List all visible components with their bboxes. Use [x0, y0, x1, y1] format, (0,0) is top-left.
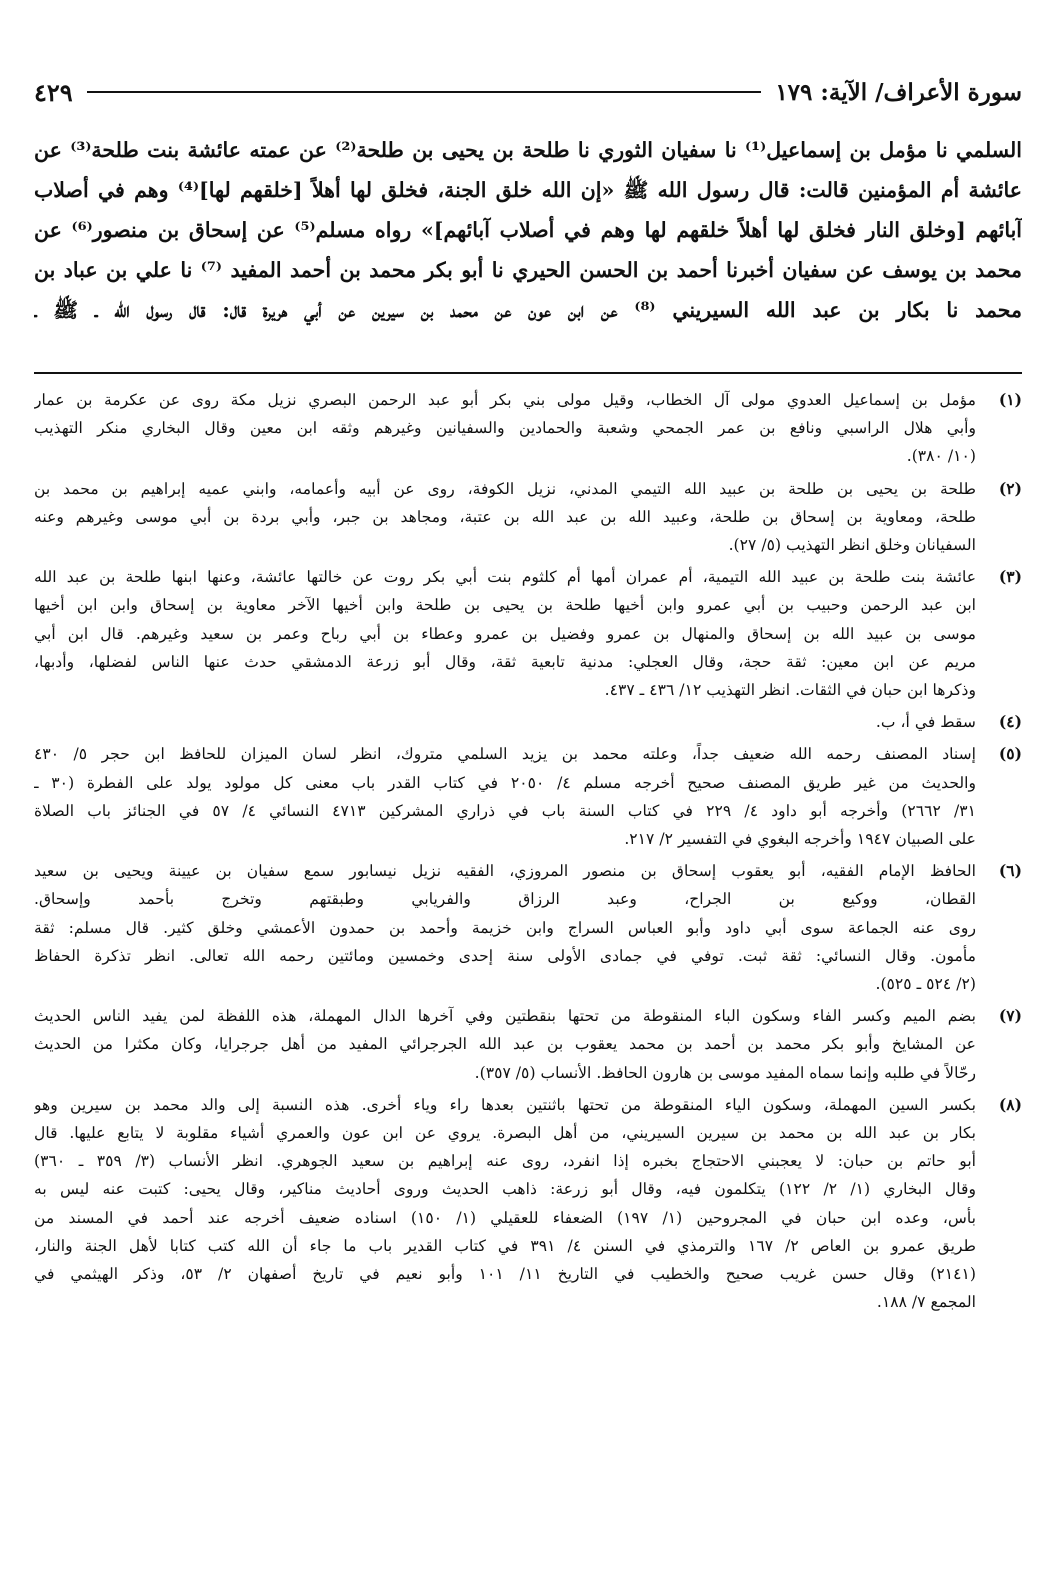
footnote-line: (٢١٤١) وقال حسن غريب صحيح والخطيب في التاريخ ١١/ ١٠١ وأبو نعيم في تاريخ أصفهان ٢/ ٥٣، وذكر الهيثمي في [34, 1265, 976, 1284]
footnote [34, 1002, 1022, 1087]
header-rule [87, 91, 762, 93]
main-text [34, 130, 1022, 330]
footnote-number: (١) [998, 390, 1022, 409]
footnote-line: وذكرها ابن حبان في الثقات. انظر التهذيب ١٢/ ٤٣٦ ـ ٤٣٧. [604, 681, 976, 700]
footnote-number: (٦) [998, 861, 1022, 881]
footnote [34, 475, 1022, 560]
footnote-line: وقال البخاري (١/ ٢/ ١٢٢) يتكلمون فيه، وقال أبو زرعة: ذاهب الحديث وروى أحاديث مناكير، وقال يحيى: كتبت عنه ليس به [34, 1180, 976, 1199]
footnote-line: سقط في أ، ب. [875, 713, 976, 732]
footnote-body [34, 1091, 976, 1317]
footnote-number: (٣) [998, 567, 1022, 587]
footnote-body [34, 475, 976, 560]
footnote-line: طلحة بن يحيى بن طلحة بن عبيد الله التيمي المدني، نزيل الكوفة، روى عن أبيه وأعمامه، وابني عميه إبراهيم بن محمد بن [34, 479, 976, 498]
main-text-line: السلمي نا مؤمل بن إسماعيل⁽¹⁾ نا سفيان الثوري نا طلحة بن يحيى بن طلحة⁽²⁾ عن عمته عائشة بنت طلحة⁽³⁾ عن [34, 138, 1022, 162]
footnote-line: طلحة، ومعاوية بن إسحاق بن طلحة، وعبيد الله بن عبد الله بن عتبة، ومجاهد بن جبر، وأبي بردة بن أبي موسى وغيرهم وعنه [34, 507, 976, 526]
footnote-number: (٥) [998, 744, 1022, 764]
footnote-line: مريم عن ابن معين: ثقة حجة، وقال العجلي: مدنية تابعية ثقة، وقال أبو زرعة الدمشقي حدث عنها الناس لفضلها، وأدبها، [34, 652, 976, 671]
footnote-line: السفيانان وخلق انظر التهذيب (٥/ ٢٧). [728, 536, 976, 555]
page-header [34, 72, 1022, 112]
footnote-line: ٣١/ ٢٦٦٢) وأخرجه أبو داود ٤/ ٢٢٩ في كتاب السنة باب في ذراري المشركين ٤٧١٣ النسائي ٤/ ٥٧ في الجنائز باب الصلاة [34, 801, 976, 820]
running-title: سورة الأعراف/ الآية: ١٧٩ [775, 78, 1022, 106]
footnote-line: عائشة بنت طلحة بن عبيد الله التيمية، أم عمران أمها أم كلثوم بنت أبي بكر روت عن خالتها عائشة، وعنها ابنها طلحة بن عبد الله [34, 568, 976, 587]
footnote-body [34, 386, 976, 471]
footnote-line: المجمع ٧/ ١٨٨. [876, 1293, 976, 1312]
main-text-line: آبائهم [وخلق النار فخلق لها أهلاً خلقهم لها وهم في أصلاب آبائهم]» رواه مسلم⁽⁵⁾ عن إسحاق بن منصور⁽⁶⁾ عن [34, 218, 1022, 242]
footnote-line: على الصبيان ١٩٤٧ وأخرجه البغوي في التفسير ٢/ ٢١٧. [624, 830, 976, 849]
footnote-line: القطان، ووكيع بن الجراح، وعبد الرزاق والفريابي وطبقتهم وتخرج بأحمد وإسحاق. [34, 890, 976, 909]
footnote-line: وأبي هلال الراسبي ونافع بن عمر الجمحي وشعبة والحمادين والسفيانين وغيرهم وثقه ابن معين وقال البخاري منكر التهذيب [34, 419, 976, 438]
footnote [34, 386, 1022, 471]
footnote-divider [34, 372, 1022, 374]
footnote-number: (٤) [998, 712, 1022, 732]
footnote-line: ابن عبد الرحمن وحبيب بن أبي عمرو وابن أخيها طلحة بن يحيى بن طلحة وابن أخيها الآخر معاوية بن إسحاق وابن ابن أخيها [34, 596, 976, 615]
footnote-number: (٧) [998, 1006, 1022, 1026]
footnote [34, 708, 1022, 736]
main-text-line: محمد نا بكار بن عبد الله السيريني ⁽⁸⁾ عن ابن عون عن محمد بن سيرين عن أبي هريرة قال: قال رسول الله ـ ﷺ ـ [34, 298, 1022, 322]
footnote [34, 740, 1022, 853]
footnote-line: إسناد المصنف رحمه الله ضعيف جداً، وعلته محمد بن يزيد السلمي متروك، انظر لسان الميزان للحافظ ابن حجر ٥/ ٤٣٠ [34, 745, 976, 764]
footnote-line: مؤمل بن إسماعيل العدوي مولى آل الخطاب، وقيل مولى بني بكر أبو عبد الرحمن البصري نزيل مكة روى عن عكرمة بن عمار [34, 391, 976, 409]
footnote [34, 563, 1022, 704]
footnote-line: أبو حاتم بن حبان: لا يعجبني الاحتجاج بخبره إذا انفرد، روى عنه إبراهيم بن سعيد الجوهري. انظر الأنساب (٣/ ٣٥٩ ـ ٣٦٠) [34, 1152, 976, 1171]
footnote-line: بضم الميم وكسر الفاء وسكون الباء المنقوطة من تحتها بنقطتين وفي آخرها الدال المهملة، هذه اللفظة لمن يفيد الناس الحديث [34, 1007, 976, 1026]
footnote-line: (٢/ ٥٢٤ ـ ٥٢٥). [875, 975, 976, 994]
footnote-body [34, 740, 976, 853]
footnote-body [34, 563, 976, 704]
footnote-body [34, 708, 976, 736]
footnote-line: (١٠/ ٣٨٠). [906, 447, 976, 466]
footnote-line: روى عنه الجماعة سوى أبي داود وأبو العباس السراج وابن خزيمة وأحمد بن حمدون الأعمشي وخلق كثير. قال مسلم: ثقة [34, 918, 976, 937]
footnote [34, 857, 1022, 998]
footnote-number: (٨) [998, 1094, 1022, 1114]
footnote-line: والحديث من غير طريق المصنف صحيح أخرجه مسلم ٤/ ٢٠٥٠ في كتاب القدر باب معنى كل مولود يولد على الفطرة (٣٠ ـ [34, 773, 976, 792]
page-number: ٤٢٩ [34, 77, 73, 107]
footnote-line: طريق عمرو بن العاص ٢/ ١٦٧ والترمذي في السنن ٤/ ٣٩١ في كتاب القدير باب ما جاء أن الله كتب كتابا لأهل الجنة والنار، [34, 1236, 976, 1255]
footnotes [34, 386, 1022, 1321]
footnote-line: بكسر السين المهملة، وسكون الياء المنقوطة من تحتها باثنتين بعدها راء وياء أخرى. هذه النسبة إلى والد محمد بن سيرين وهو [34, 1095, 976, 1114]
footnote-line: عن المشايخ وأبو بكر محمد بن أحمد بن محمد يعقوب بن عبد الله الجرجرائي المفيد من أهل جرجرايا، وكان مكثرا من الحديث [34, 1035, 976, 1054]
main-text-line: عائشة أم المؤمنين قالت: قال رسول الله ﷺ «إن الله خلق الجنة، فخلق لها أهلاً [خلقهم لها]⁽⁴⁾ وهم في أصلاب [34, 178, 1022, 202]
main-text-line: محمد بن يوسف عن سفيان أخبرنا أحمد بن الحسن الحيري نا أبو بكر محمد بن أحمد المفيد ⁽⁷⁾ نا علي بن عباد بن [34, 258, 1022, 282]
footnote-body [34, 1002, 976, 1087]
footnote-line: موسى بن عبيد الله بن إسحاق والمنهال بن عمرو وفضيل بن عمرو وعطاء بن أبي رباح وعمر بن سعيد وغيرهم. قال ابن أبي [34, 624, 976, 643]
footnote-number: (٢) [998, 478, 1022, 498]
footnote-line: بأس، وعده ابن حبان في المجروحين (١/ ١٩٧) الضعفاء للعقيلي (١/ ١٥٠) اسناده ضعيف أخرجه عند أحمد في المسند من [34, 1208, 976, 1227]
footnote-line: بكار بن عبد الله بن محمد بن سيرين السيريني، من أهل البصرة. يروي عن ابن عون والعمري أشياء مقلوبة لا يتابع عليها. قال [34, 1124, 976, 1143]
footnote-line: رحّالاً في طلبه وإنما سماه المفيد موسى بن هارون الحافظ. الأنساب (٥/ ٣٥٧). [474, 1063, 976, 1082]
footnote-body [34, 857, 976, 998]
footnote-line: الحافظ الإمام الفقيه، أبو يعقوب إسحاق بن منصور المروزي، الفقيه نزيل نيسابور سمع سفيان بن عيينة ويحيى بن سعيد [34, 862, 976, 881]
footnote [34, 1091, 1022, 1317]
footnote-line: مأمون. وقال النسائي: ثقة ثبت. توفي في جمادى الأولى سنة إحدى وخمسين ومائتين رحمه الله تعالى. انظر تذكرة الحفاظ [34, 946, 976, 965]
